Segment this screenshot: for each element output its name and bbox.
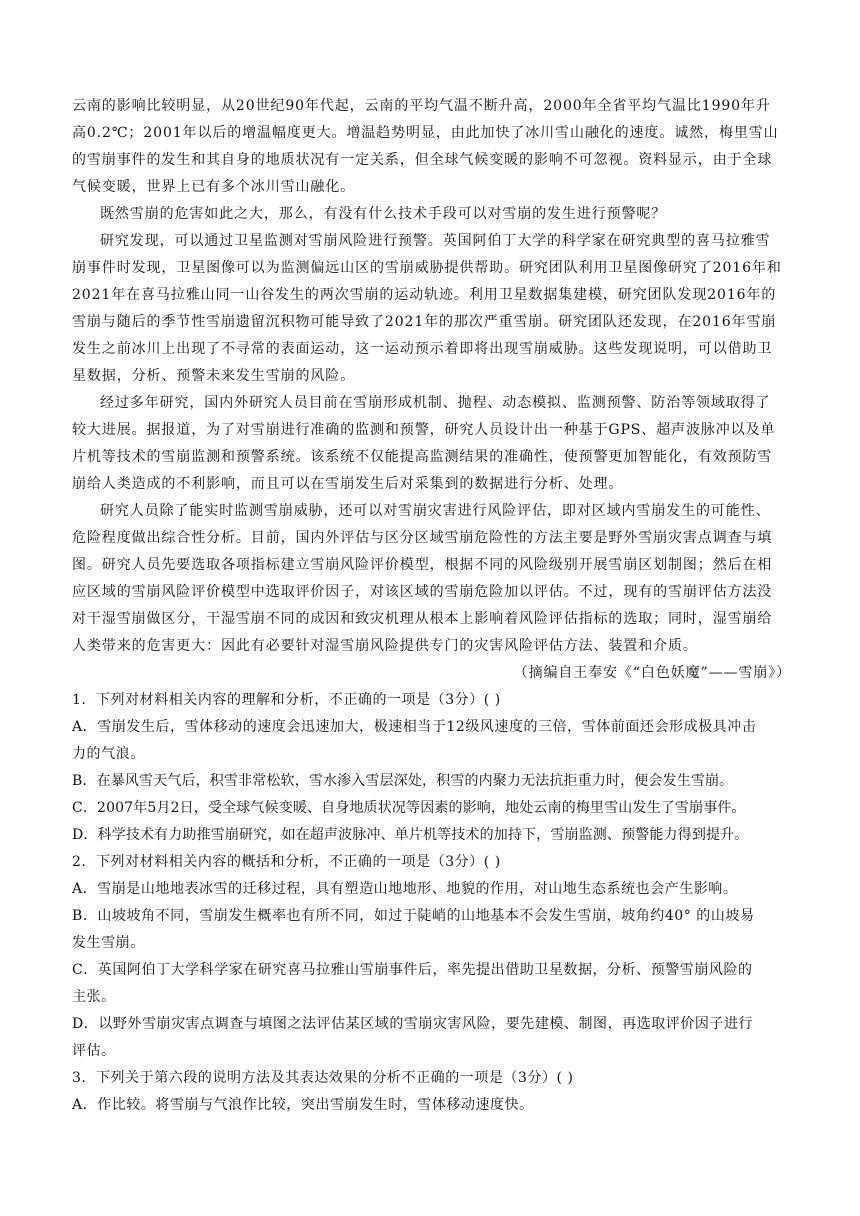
passage-paragraph-5 — [72, 498, 791, 660]
text-line: 图。研究人员先要选取各项指标建立雪崩风险评价模型，根据不同的风险级别开展雪崩区划制图；然后在相 — [72, 557, 773, 573]
text-line: 崩事件时发现，卫星图像可以为监测偏远山区的雪崩威胁提供帮助。研究团队利用卫星图像研究了2016年和 — [72, 260, 782, 276]
option-line: 评估。 — [72, 1043, 116, 1059]
text-line: 较大进展。据报道，为了对雪崩进行准确的监测和预警，研究人员设计出一种基于GPS、超声波脉冲以及单 — [72, 422, 776, 438]
text-line: 崩给人类造成的不利影响，而且可以在雪崩发生后对采集到的数据进行分析、处理。 — [72, 476, 624, 492]
text-line: 研究人员除了能实时监测雪崩威胁，还可以对雪崩灾害进行风险评估，即对区域内雪崩发生的可能性、 — [100, 503, 771, 519]
question-3 — [72, 1065, 791, 1119]
passage-paragraph-4 — [72, 390, 791, 498]
option-line: A．雪崩发生后，雪体移动的速度会迅速加大，极速相当于12级风速度的三倍，雪体前面还会形成极具冲击 — [72, 719, 757, 735]
question-2 — [72, 849, 791, 1065]
option-a — [72, 1092, 791, 1119]
option-line: A．雪崩是山地地表冰雪的迁移过程，具有塑造山地地形、地貌的作用，对山地生态系统也会产生影响。 — [72, 881, 738, 897]
option-line: C．2007年5月2日，受全球气候变暖、自身地质状况等因素的影响，地处云南的梅里雪山发生了雪崩事件。 — [72, 800, 746, 816]
option-line: 发生雪崩。 — [72, 935, 145, 951]
question-1 — [72, 687, 791, 849]
text-line: 雪崩与随后的季节性雪崩遗留沉积物可能导致了2021年的那次严重雪崩。研究团队还发现，在2016年雪崩 — [72, 314, 777, 330]
option-line: B．在暴风雪天气后，积雪非常松软，雪水渗入雪层深处，积雪的内聚力无法抗拒重力时，便会发生雪崩。 — [72, 773, 734, 789]
text-line: 的雪崩事件的发生和其自身的地质状况有一定关系，但全球气候变暖的影响不可忽视。资料显示，由于全球 — [72, 152, 773, 168]
source-attribution: （摘编自王奉安《“白色妖魔”——雪崩》） — [513, 665, 791, 681]
text-line: 危险程度做出综合性分析。目前，国内外评估与区分区域雪崩危险性的方法主要是野外雪崩灾害点调查与填 — [72, 530, 773, 546]
question-stem: 3．下列关于第六段的说明方法及其表达效果的分析不正确的一项是（3分）( ) — [72, 1070, 574, 1086]
option-line: C．英国阿伯丁大学科学家在研究喜马拉雅山雪崩事件后，率先提出借助卫星数据，分析、预警雪崩风险的 — [72, 962, 753, 978]
text-line: 既然雪崩的危害如此之大，那么，有没有什么技术手段可以对雪崩的发生进行预警呢？ — [100, 206, 667, 222]
passage-paragraph-2 — [72, 201, 791, 228]
text-line: 气候变暖，世界上已有多个冰川雪山融化。 — [72, 179, 356, 195]
option-line: 力的气浪。 — [72, 746, 145, 762]
text-line: 研究发现，可以通过卫星监测对雪崩风险进行预警。英国阿伯丁大学的科学家在研究典型的喜马拉雅雪 — [100, 233, 771, 249]
option-c — [72, 795, 791, 822]
text-line: 发生之前冰川上出现了不寻常的表面运动，这一运动预示着即将出现雪崩威胁。这些发现说明，可以借助卫 — [72, 341, 773, 357]
text-line: 云南的影响比较明显，从20世纪90年代起，云南的平均气温不断升高，2000年全省平均气温比1990年升 — [72, 98, 771, 114]
option-line: 主张。 — [72, 989, 116, 1005]
question-stem: 1．下列对材料相关内容的理解和分析，不正确的一项是（3分）( ) — [72, 692, 501, 708]
option-d — [72, 822, 791, 849]
option-a — [72, 876, 791, 903]
passage-paragraph-1 — [72, 93, 791, 201]
question-stem: 2．下列对材料相关内容的概括和分析，不正确的一项是（3分）( ) — [72, 854, 501, 870]
option-c — [72, 957, 791, 1011]
text-line: 经过多年研究，国内外研究人员目前在雪崩形成机制、抛程、动态模拟、监测预警、防治等领域取得了 — [100, 395, 771, 411]
option-line: B．山坡坡角不同，雪崩发生概率也有所不同，如过于陡峭的山地基本不会发生雪崩，坡角约40° 的山坡易 — [72, 908, 755, 924]
option-line: D．科学技术有力助推雪崩研究，如在超声波脉冲、单片机等技术的加持下，雪崩监测、预警能力得到提升。 — [72, 827, 749, 843]
text-line: 星数据，分析、预警未来发生雪崩的风险。 — [72, 368, 356, 384]
passage-paragraph-3 — [72, 228, 791, 390]
text-line: 高0.2℃；2001年以后的增温幅度更大。增温趋势明显，由此加快了冰川雪山融化的速度。诚然，梅里雪山 — [72, 125, 779, 141]
page-content — [72, 93, 791, 1119]
option-d — [72, 1011, 791, 1065]
option-line: D．以野外雪崩灾害点调查与填图之法评估某区域的雪崩灾害风险，要先建模、制图，再选取评价因子进行 — [72, 1016, 754, 1032]
text-line: 2021年在喜马拉雅山同一山谷发生的两次雪崩的运动轨迹。利用卫星数据集建模，研究团队发现2016年的 — [72, 287, 777, 303]
option-line: A．作比较。将雪崩与气浪作比较，突出雪崩发生时，雪体移动速度快。 — [72, 1097, 534, 1113]
text-line: 应区域的雪崩风险评价模型中选取评价因子，对该区域的雪崩危险加以评估。不过，现有的雪崩评估方法没 — [72, 584, 773, 600]
text-line: 片机等技术的雪崩监测和预警系统。该系统不仅能提高监测结果的准确性，使预警更加智能化，有效预防雪 — [72, 449, 773, 465]
option-a — [72, 714, 791, 768]
option-b — [72, 768, 791, 795]
option-b — [72, 903, 791, 957]
text-line: 对干湿雪崩做区分，干湿雪崩不同的成因和致灾机理从根本上影响着风险评估指标的选取；同时，湿雪崩给 — [72, 611, 773, 627]
text-line: 人类带来的危害更大：因此有必要针对湿雪崩风险提供专门的灾害风险评估方法、装置和介质。 — [72, 638, 698, 654]
